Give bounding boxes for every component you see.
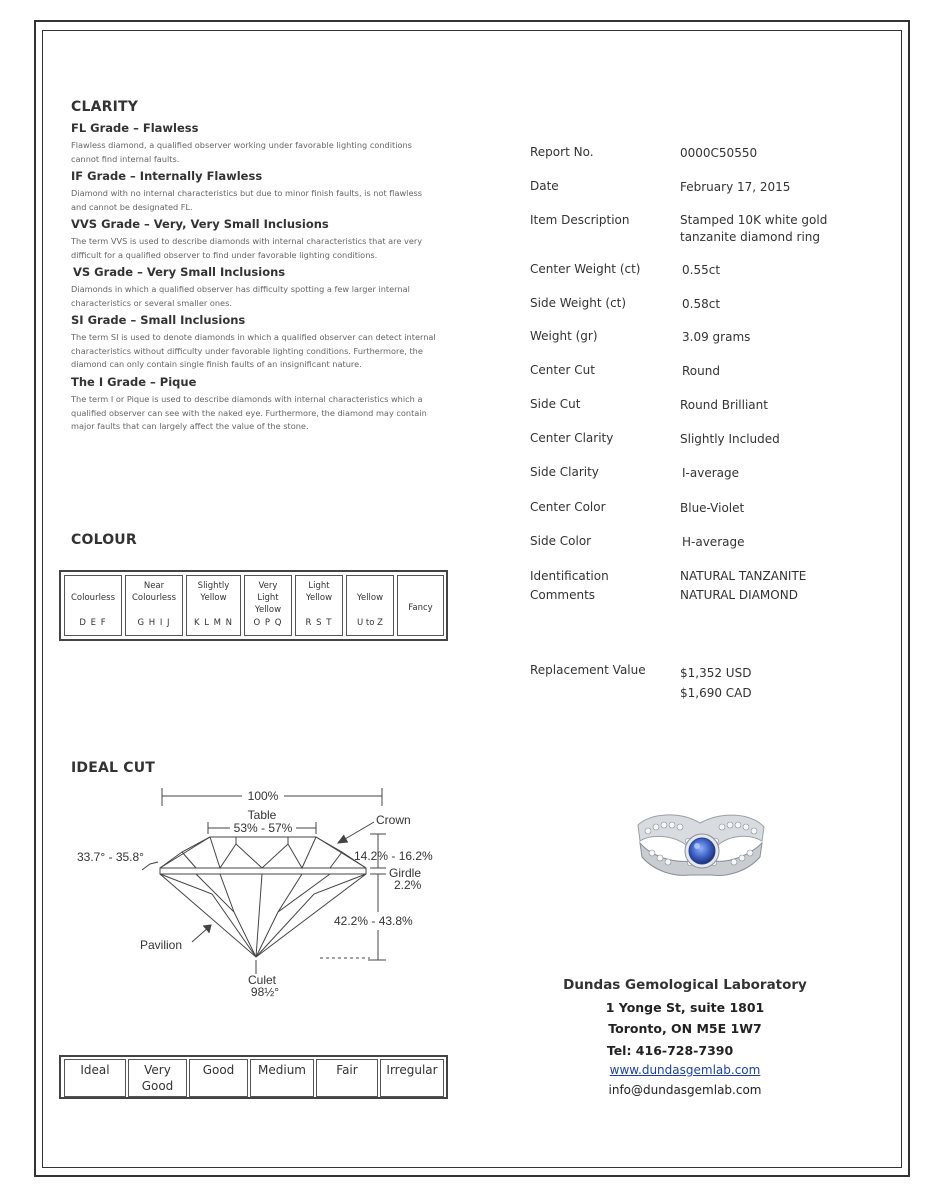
colour-col-fancy: Fancy [397,575,444,636]
cut-grade-ideal: Ideal [64,1059,126,1097]
date-label: Date [530,179,559,193]
crown-label: Crown [376,813,411,827]
identification-value: NATURAL TANZANITE NATURAL DIAMOND [680,569,807,602]
colour-scale-table [59,570,448,641]
cut-grade-very-good: Very Good [128,1059,187,1097]
cut-grade-medium: Medium [250,1059,314,1097]
side-weight-value: 0.58ct [682,297,721,311]
cut-grade-table [59,1055,448,1099]
grade-i-desc: The term I or Pique is used to describe diamonds with internal characteristics which a qualified observer can see with the naked eye. Furthermore, the diamond may contain major faults that can largely affect the value of the stone. [71,394,427,431]
table-label: Table [247,808,277,822]
table-range-label: 53% - 57% [233,821,293,835]
grade-if-desc: Diamond with no internal characteristics but due to minor finish faults, is not flawless and cannot be designated FL. [71,188,423,212]
center-weight-value: 0.55ct [682,263,721,277]
replacement-value: $1,352 USD $1,690 CAD [680,666,752,700]
girdle-label: Girdle [389,866,422,880]
grade-fl-desc: Flawless diamond, a qualified observer working under favorable lighting conditions cannot find internal faults. [71,140,412,164]
girdle-value-label: 2.2% [394,878,422,892]
side-cut-label: Side Cut [530,397,581,411]
side-color-value: H-average [682,535,745,549]
lab-name: Dundas Gemological Laboratory [563,977,807,993]
date-value: February 17, 2015 [680,180,791,194]
pavilion-label: Pavilion [140,938,183,952]
side-clarity-label: Side Clarity [530,465,599,479]
colour-col-near-colourless: Near Colourless G H I J [125,575,183,636]
lab-address-line2: Toronto, ON M5E 1W7 [608,1021,762,1036]
grade-fl-title: FL Grade – Flawless [71,121,199,135]
cut-grade-good: Good [189,1059,248,1097]
lab-email[interactable]: info@dundasgemlab.com [608,1083,762,1097]
center-cut-value: Round [682,364,720,378]
item-description-label: Item Description [530,213,630,227]
center-color-label: Center Color [530,500,606,514]
lab-website-link[interactable]: www.dundasgemlab.com [609,1063,761,1077]
grade-vvs-title: VVS Grade – Very, Very Small Inclusions [71,217,329,231]
grade-i-title: The I Grade – Pique [71,375,197,389]
grade-vs-desc: Diamonds in which a qualified observer has difficulty spotting a few larger internal characteristics or several smaller ones. [71,284,410,308]
center-clarity-value: Slightly Included [680,432,780,446]
lab-phone: Tel: 416-728-7390 [606,1043,734,1058]
lab-address-line1: 1 Yonge St, suite 1801 [605,1000,765,1015]
ring-photo [630,805,770,890]
identification-label: Identification Comments [530,569,609,602]
grade-si-desc: The term SI is used to denote diamonds in which a qualified observer can detect internal characteristics without difficulty under favorable lighting conditions. Furthermore, the diamond can only contain single finish faults of an insignificant nature. [71,332,436,369]
replacement-value-label: Replacement Value [530,663,646,677]
culet-angle-label: 98½° [250,985,280,999]
center-cut-label: Center Cut [530,363,595,377]
colour-col-yellow: Yellow U to Z [346,575,394,636]
crown-angle-label: 33.7° - 35.8° [77,850,144,864]
grade-si-title: SI Grade – Small Inclusions [71,313,246,327]
side-color-label: Side Color [530,534,592,548]
grade-vs-title: VS Grade – Very Small Inclusions [73,265,286,279]
center-weight-label: Center Weight (ct) [530,262,641,276]
pavilion-depth-label: 42.2% - 43.8% [334,914,413,928]
item-description-value: Stamped 10K white gold tanzanite diamond ring [680,213,828,244]
report-no-label: Report No. [530,145,594,159]
ideal-cut-diagram [70,782,450,1007]
weight-value: 3.09 grams [682,330,751,344]
cut-grade-fair: Fair [316,1059,378,1097]
colour-col-very-light-yellow: Very Light Yellow O P Q [244,575,292,636]
side-weight-label: Side Weight (ct) [530,296,627,310]
weight-label: Weight (gr) [530,329,598,343]
ideal-cut-heading: IDEAL CUT [71,760,156,776]
colour-col-light-yellow: Light Yellow R S T [295,575,343,636]
clarity-heading: CLARITY [71,99,139,115]
total-width-label: 100% [247,789,279,803]
grade-if-title: IF Grade – Internally Flawless [71,169,263,183]
side-cut-value: Round Brilliant [680,398,768,412]
center-clarity-label: Center Clarity [530,431,614,445]
report-no-value: 0000C50550 [680,146,758,160]
colour-col-slightly-yellow: Slightly Yellow K L M N [186,575,241,636]
cut-grade-irregular: Irregular [380,1059,444,1097]
colour-col-colourless: Colourless D E F [64,575,122,636]
grade-vvs-desc: The term VVS is used to describe diamonds with internal characteristics that are very difficult for a qualified observer to find under favorable lighting conditions. [71,236,423,260]
colour-heading: COLOUR [71,532,137,548]
center-color-value: Blue-Violet [680,501,745,515]
side-clarity-value: I-average [682,466,739,480]
culet-label: Culet [247,973,277,987]
crown-height-label: 14.2% - 16.2% [354,849,433,863]
